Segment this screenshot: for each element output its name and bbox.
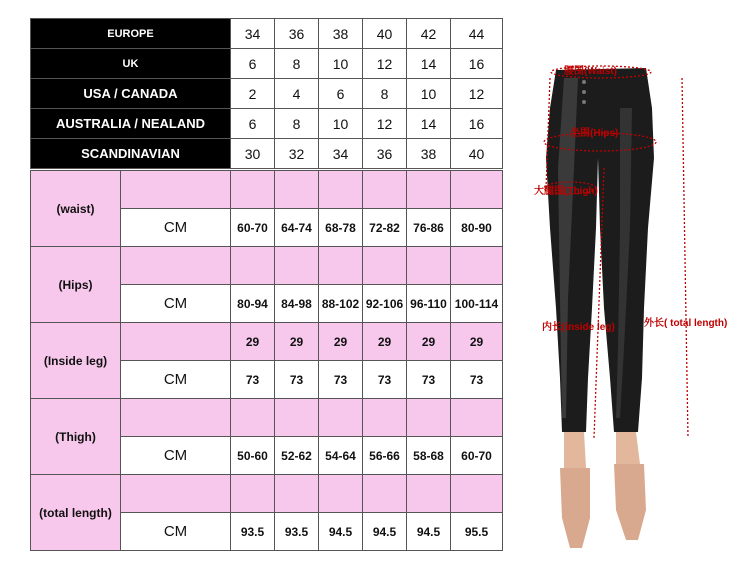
- size-value: 10: [319, 109, 363, 139]
- secondary-value: 29: [407, 323, 451, 361]
- cm-value: 80-90: [451, 209, 503, 247]
- secondary-value: 29: [231, 323, 275, 361]
- size-value: 34: [319, 139, 363, 169]
- size-value: 40: [363, 19, 407, 49]
- measurement-label: (Inside leg): [31, 323, 121, 399]
- measurement-row-top: [31, 323, 503, 361]
- pants-illustration: [528, 48, 750, 568]
- size-value: 36: [275, 19, 319, 49]
- secondary-value: 29: [275, 323, 319, 361]
- secondary-value: 29: [319, 323, 363, 361]
- size-value: 2: [231, 79, 275, 109]
- size-value: 4: [275, 79, 319, 109]
- unit-label: CM: [121, 437, 231, 475]
- secondary-value: [451, 399, 503, 437]
- right-shoe: [614, 464, 646, 540]
- cm-value: 54-64: [319, 437, 363, 475]
- cm-value: 96-110: [407, 285, 451, 323]
- unit-label: CM: [121, 361, 231, 399]
- measurement-row-top: [31, 171, 503, 209]
- secondary-value: [363, 399, 407, 437]
- unit-label: CM: [121, 285, 231, 323]
- size-value: 8: [363, 79, 407, 109]
- size-value: 12: [363, 109, 407, 139]
- blank-cell: [121, 475, 231, 513]
- size-value: 38: [319, 19, 363, 49]
- unit-label: CM: [121, 513, 231, 551]
- region-label: EUROPE: [31, 19, 231, 49]
- size-value: 42: [407, 19, 451, 49]
- size-value: 32: [275, 139, 319, 169]
- secondary-value: [275, 475, 319, 513]
- size-value: 6: [231, 109, 275, 139]
- inside-leg-annotation: 内长(inside leg): [542, 322, 615, 333]
- size-chart-table: [30, 18, 503, 169]
- secondary-value: 29: [451, 323, 503, 361]
- hips-annotation: 坐围(Hips): [570, 128, 619, 139]
- blank-cell: [121, 171, 231, 209]
- measurement-row-top: [31, 247, 503, 285]
- cm-value: 94.5: [363, 513, 407, 551]
- secondary-value: [231, 247, 275, 285]
- secondary-value: [319, 475, 363, 513]
- size-value: 8: [275, 109, 319, 139]
- cm-value: 50-60: [231, 437, 275, 475]
- size-row: [31, 109, 503, 139]
- secondary-value: [231, 475, 275, 513]
- size-value: 16: [451, 49, 503, 79]
- cm-value: 93.5: [275, 513, 319, 551]
- secondary-value: [363, 171, 407, 209]
- cm-value: 52-62: [275, 437, 319, 475]
- cm-value: 58-68: [407, 437, 451, 475]
- secondary-value: [451, 475, 503, 513]
- region-label: AUSTRALIA / NEALAND: [31, 109, 231, 139]
- cm-value: 88-102: [319, 285, 363, 323]
- measurement-row-top: [31, 399, 503, 437]
- measurement-label: (total length): [31, 475, 121, 551]
- measurement-row-top: [31, 475, 503, 513]
- measurement-label: (Thigh): [31, 399, 121, 475]
- measurement-label: (Hips): [31, 247, 121, 323]
- cm-value: 64-74: [275, 209, 319, 247]
- cm-value: 94.5: [319, 513, 363, 551]
- region-label: UK: [31, 49, 231, 79]
- cm-value: 73: [363, 361, 407, 399]
- secondary-value: [319, 171, 363, 209]
- cm-value: 73: [319, 361, 363, 399]
- region-label: SCANDINAVIAN: [31, 139, 231, 169]
- unit-label: CM: [121, 209, 231, 247]
- secondary-value: [363, 247, 407, 285]
- cm-value: 95.5: [451, 513, 503, 551]
- secondary-value: [363, 475, 407, 513]
- size-value: 6: [319, 79, 363, 109]
- size-value: 12: [363, 49, 407, 79]
- size-value: 10: [319, 49, 363, 79]
- secondary-value: [407, 475, 451, 513]
- cm-value: 68-78: [319, 209, 363, 247]
- cm-value: 73: [451, 361, 503, 399]
- size-value: 44: [451, 19, 503, 49]
- secondary-value: [451, 247, 503, 285]
- size-value: 16: [451, 109, 503, 139]
- secondary-value: [231, 171, 275, 209]
- region-label: USA / CANADA: [31, 79, 231, 109]
- blank-cell: [121, 323, 231, 361]
- secondary-value: [407, 399, 451, 437]
- secondary-value: [407, 247, 451, 285]
- secondary-value: [275, 171, 319, 209]
- cm-value: 72-82: [363, 209, 407, 247]
- size-value: 12: [451, 79, 503, 109]
- cm-value: 93.5: [231, 513, 275, 551]
- total-length-annotation: 外长( total length): [644, 318, 728, 329]
- cm-value: 60-70: [451, 437, 503, 475]
- pants-figure: [528, 48, 750, 568]
- secondary-value: [407, 171, 451, 209]
- cm-value: 73: [275, 361, 319, 399]
- size-value: 6: [231, 49, 275, 79]
- cm-value: 73: [231, 361, 275, 399]
- cm-value: 100-114: [451, 285, 503, 323]
- cm-value: 56-66: [363, 437, 407, 475]
- size-row: [31, 79, 503, 109]
- secondary-value: [451, 171, 503, 209]
- size-value: 30: [231, 139, 275, 169]
- cm-value: 84-98: [275, 285, 319, 323]
- cm-value: 73: [407, 361, 451, 399]
- size-value: 38: [407, 139, 451, 169]
- size-row: [31, 49, 503, 79]
- secondary-value: [319, 247, 363, 285]
- size-row: [31, 19, 503, 49]
- size-value: 40: [451, 139, 503, 169]
- cm-value: 94.5: [407, 513, 451, 551]
- measurement-table: [30, 170, 503, 551]
- size-row: [31, 139, 503, 169]
- blank-cell: [121, 247, 231, 285]
- cm-value: 60-70: [231, 209, 275, 247]
- secondary-value: 29: [363, 323, 407, 361]
- measurement-label: (waist): [31, 171, 121, 247]
- size-value: 14: [407, 49, 451, 79]
- size-value: 10: [407, 79, 451, 109]
- cm-value: 80-94: [231, 285, 275, 323]
- secondary-value: [319, 399, 363, 437]
- secondary-value: [275, 399, 319, 437]
- thigh-annotation: 大腿围(Thigh): [534, 186, 598, 197]
- cm-value: 76-86: [407, 209, 451, 247]
- size-value: 14: [407, 109, 451, 139]
- cm-value: 92-106: [363, 285, 407, 323]
- blank-cell: [121, 399, 231, 437]
- left-shoe: [560, 468, 590, 548]
- size-value: 36: [363, 139, 407, 169]
- size-value: 34: [231, 19, 275, 49]
- size-value: 8: [275, 49, 319, 79]
- waist-annotation: 腰围(Waist): [564, 66, 617, 77]
- secondary-value: [231, 399, 275, 437]
- secondary-value: [275, 247, 319, 285]
